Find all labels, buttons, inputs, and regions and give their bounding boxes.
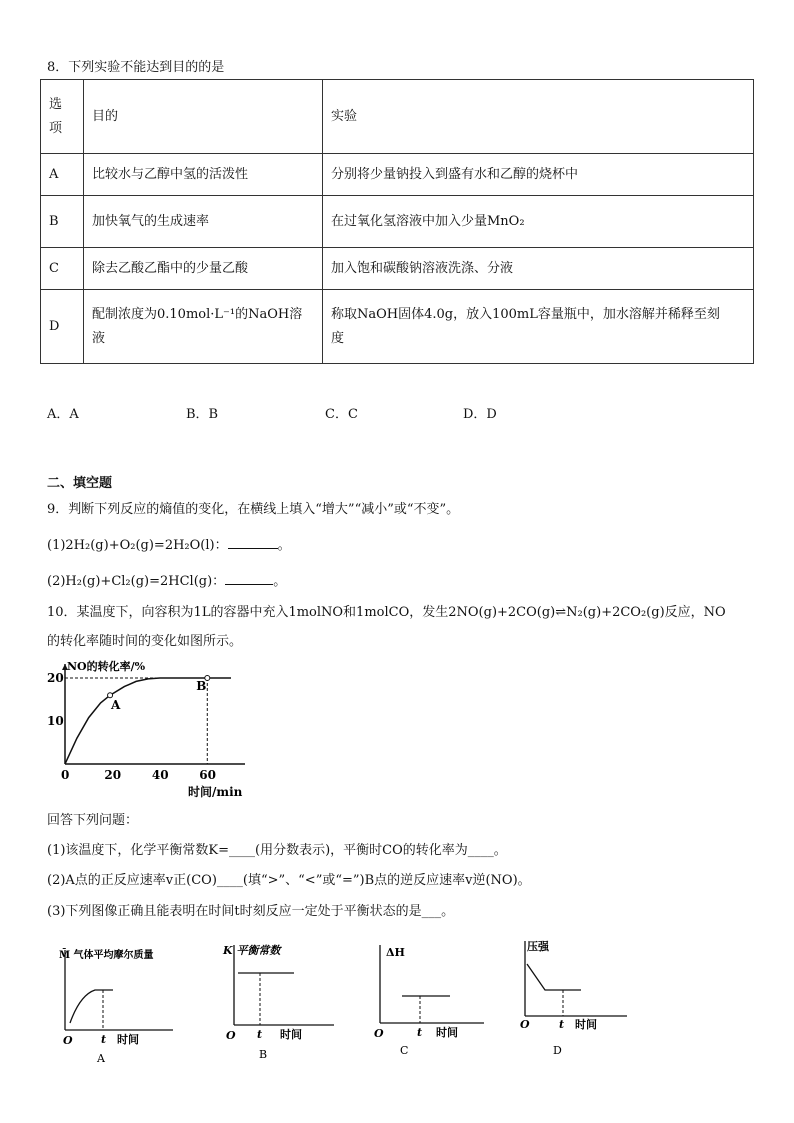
graph-a-xlabel: 时间 <box>117 1033 139 1046</box>
row-c-purpose: 除去乙酸乙酯中的少量乙酸 <box>84 248 323 290</box>
graph-d-curve <box>527 964 581 990</box>
choice-b: B．B <box>186 407 219 422</box>
answer-intro: 回答下列问题： <box>47 813 139 828</box>
no-conversion-chart <box>40 656 260 801</box>
table-row <box>41 290 754 364</box>
header-option <box>41 80 84 154</box>
q9-item2-text: (2)H₂(g)+Cl₂(g)=2HCl(g)： <box>47 574 226 589</box>
choice-c: C．C <box>325 407 358 422</box>
table-row <box>41 80 754 154</box>
row-d-experiment <box>323 290 754 364</box>
chart-xlabel: 时间/min <box>188 785 243 799</box>
graph-c-xlabel: 时间 <box>436 1026 458 1039</box>
graph-a-curve <box>70 990 113 1023</box>
graph-d-origin: O <box>520 1018 530 1031</box>
row-a-experiment: 分别将少量钠投入到盛有水和乙醇的烧杯中 <box>323 154 754 196</box>
end-mark: 。 <box>277 538 291 553</box>
graph-c-ylabel: ΔH <box>386 946 405 959</box>
x-tick-label: 20 <box>104 768 122 782</box>
graph-a-t: t <box>101 1033 107 1046</box>
choice-a: A．A <box>47 407 79 422</box>
graph-d-t: t <box>559 1018 565 1031</box>
q10-stem-line2: 的转化率随时间的变化如图所示。 <box>47 634 243 649</box>
y-tick-label: 10 <box>47 714 64 728</box>
row-b-experiment: 在过氧化氢溶液中加入少量MnO₂ <box>323 196 754 248</box>
answer-blank[interactable] <box>228 536 278 549</box>
x-tick-label: 0 <box>61 768 70 782</box>
graph-b-t: t <box>257 1028 263 1041</box>
graph-b-origin: O <box>226 1029 236 1042</box>
row-b-purpose: 加快氧气的生成速率 <box>84 196 323 248</box>
q8-title: 8．下列实验不能达到目的的是 <box>47 60 225 75</box>
graph-c-t: t <box>417 1026 423 1039</box>
point-a <box>108 693 113 698</box>
x-tick-label: 60 <box>199 768 216 782</box>
section-title: 二、填空题 <box>47 476 113 491</box>
graph-d-option: D <box>553 1044 562 1057</box>
header-option-line1: 选 <box>49 96 63 112</box>
q8-table <box>40 79 754 364</box>
table-row <box>41 154 754 196</box>
row-d-experiment-line2: 度 <box>331 330 345 346</box>
q10-sub1: (1)该温度下，化学平衡常数K=____(用分数表示)，平衡时CO的转化率为____。 <box>47 843 507 858</box>
header-experiment: 实验 <box>323 80 754 154</box>
q9-item2 <box>47 570 286 589</box>
graph-c <box>370 940 500 1065</box>
q10-sub3: (3)下列图像正确且能表明在时间t时刻反应一定处于平衡状态的是___。 <box>47 904 455 919</box>
graph-a-origin: O <box>63 1034 73 1047</box>
graph-a <box>55 940 185 1065</box>
q9-stem: 9．判断下列反应的熵值的变化，在横线上填入“增大”“减小”或“不变”。 <box>47 502 460 517</box>
answer-blank[interactable] <box>225 572 273 585</box>
graph-c-origin: O <box>374 1027 384 1040</box>
y-tick-label: 20 <box>47 671 64 685</box>
row-d-purpose <box>84 290 323 364</box>
chart-points <box>108 676 210 713</box>
row-d-experiment-line1: 称取NaOH固体4.0g，放入100mL容量瓶中，加水溶解并稀释至刻 <box>331 306 720 322</box>
point-label-a: A <box>111 698 121 713</box>
graph-a-ylabel: M̄ 气体平均摩尔质量 <box>59 950 154 961</box>
row-c-option: C <box>41 248 84 290</box>
row-d-purpose-line1: 配制浓度为0.10mol·L⁻¹的NaOH溶 <box>92 306 303 322</box>
q10-sub2: (2)A点的正反应速率v正(CO)____(填“>”、“<”或“=”)B点的逆反应速率v逆(NO)。 <box>47 873 531 888</box>
graph-c-option: C <box>400 1044 409 1057</box>
chart-ticks <box>47 671 216 782</box>
q9-item1 <box>47 534 291 553</box>
header-option-line2: 项 <box>49 120 63 136</box>
end-mark: 。 <box>273 574 287 589</box>
graph-b-xlabel: 时间 <box>280 1028 302 1041</box>
q9-item1-text: (1)2H₂(g)+O₂(g)=2H₂O(l)： <box>47 538 228 553</box>
graph-b-option: B <box>259 1048 268 1061</box>
table-row <box>41 248 754 290</box>
graph-d-ylabel: 压强 <box>527 940 549 953</box>
choice-d: D．D <box>463 407 497 422</box>
graph-d-xlabel: 时间 <box>575 1018 597 1031</box>
chart-ylabel: NO的转化率/% <box>67 660 146 673</box>
x-tick-label: 40 <box>151 768 169 782</box>
table-row <box>41 196 754 248</box>
graph-a-option: A <box>97 1052 105 1065</box>
row-c-experiment: 加入饱和碳酸钠溶液洗涤、分液 <box>323 248 754 290</box>
row-a-option: A <box>41 154 84 196</box>
graph-d <box>515 936 645 1061</box>
row-d-option: D <box>41 290 84 364</box>
row-b-option: B <box>41 196 84 248</box>
header-purpose: 目的 <box>84 80 323 154</box>
point-label-b: B <box>196 679 207 693</box>
row-a-purpose: 比较水与乙醇中氢的活泼性 <box>84 154 323 196</box>
row-d-purpose-line2: 液 <box>92 330 106 346</box>
q10-stem-line1: 10．某温度下，向容积为1L的容器中充入1molNO和1molCO，发生2NO(g)+2CO(g)⇌N₂(g)+2CO₂(g)反应，NO <box>47 605 726 620</box>
graph-b <box>220 940 350 1065</box>
graph-b-ylabel: K 平衡常数 <box>223 944 281 957</box>
